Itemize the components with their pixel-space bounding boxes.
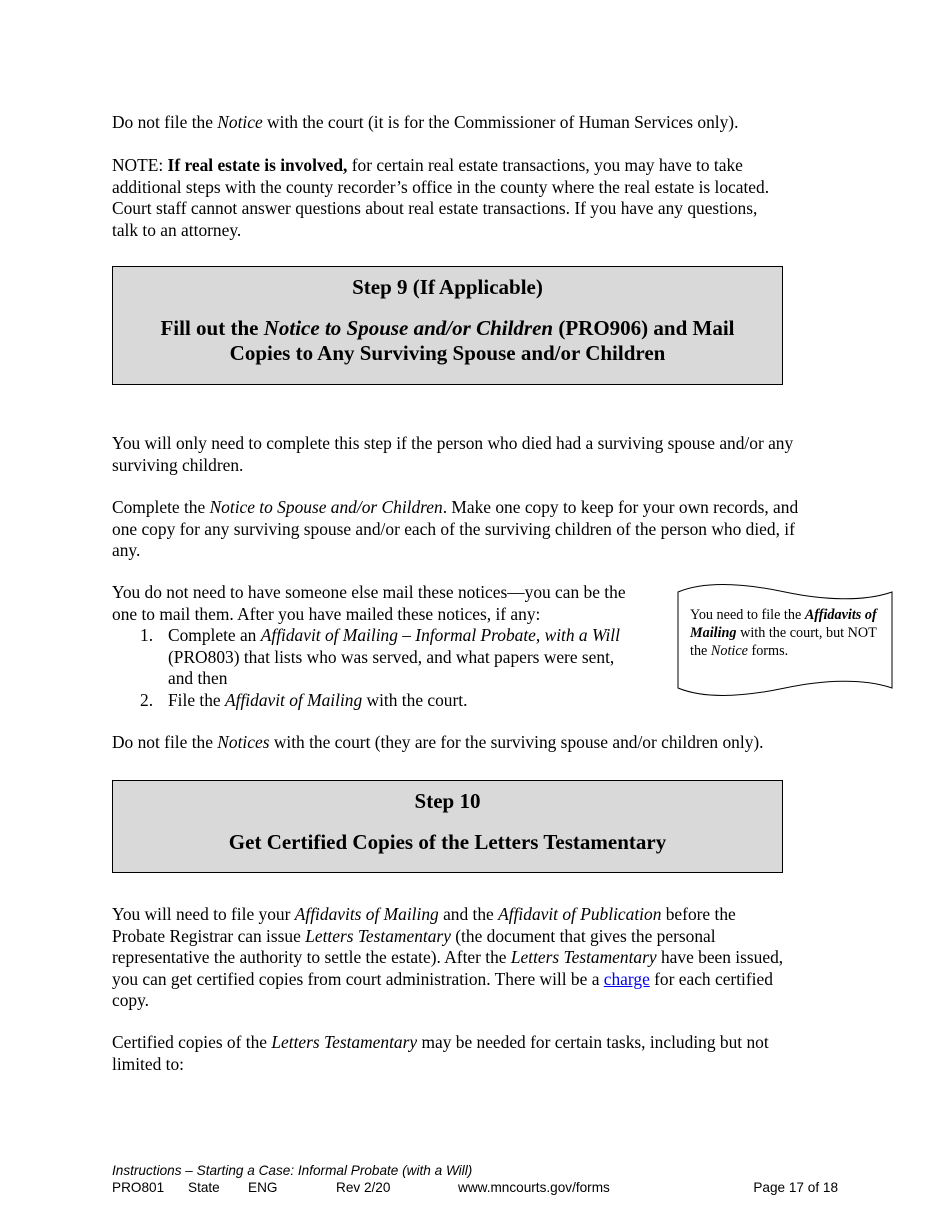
paragraph-notice-file: Do not file the Notice with the court (it is for the Commissioner of Human Services only).	[112, 112, 739, 132]
list-item: 2. File the Affidavit of Mailing with the court.	[140, 689, 468, 710]
step9-subtitle: Fill out the Notice to Spouse and/or Children (PRO906) and Mail Copies to Any Surviving Spouse and/or Children	[160, 316, 735, 365]
footer-meta-row	[112, 1179, 842, 1196]
paragraph-mail: You do not need to have someone else mail these notices—you can be the one to mail them. After you have mailed these notices, if any: 1. Complete an Affidavit of Mailing – Informal Probate, with a Will (PRO803) that lists who was served, and what papers were sent, and then 2. File the Affidavit of Mailing with the court.	[112, 582, 672, 711]
mail-steps-list	[112, 625, 672, 711]
paragraph-certified-copies: Certified copies of the Letters Testamentary may be needed for certain tasks, including but not limited to:	[112, 1032, 769, 1074]
step10-subtitle: Get Certified Copies of the Letters Testamentary	[228, 830, 667, 854]
step9-box	[112, 266, 783, 385]
document-page	[112, 0, 877, 1230]
paragraph-file-affidavits: You will need to file your Affidavits of Mailing and the Affidavit of Publication before the Probate Registrar can issue Letters Testamentary (the document that gives the personal representative the authority to settle the estate). After the Letters Testamentary have been issued, you can get certified copies from court administration. There will be a charge for each certified copy.	[112, 904, 784, 1010]
footer-form-id: PRO801	[112, 1180, 165, 1195]
footer-doc-title: Instructions – Starting a Case: Informal Probate (with a Will)	[112, 1163, 473, 1178]
footer-language: ENG	[248, 1180, 278, 1195]
page-footer	[112, 1162, 842, 1196]
note-real-estate: NOTE: If real estate is involved, for certain real estate transactions, you may have to take additional steps with the county recorder’s office in the county where the real estate is located. Court staff cannot answer questions about real estate transactions. If you have any questions, talk to an attorney.	[112, 155, 770, 240]
charge-link[interactable]: charge	[603, 968, 650, 989]
callout-text: You need to file the Affidavits of Mailing with the court, but NOT the Notice forms.	[690, 607, 877, 659]
footer-revision: Rev 2/20	[336, 1180, 391, 1195]
callout-box	[677, 582, 893, 700]
paragraph-notices-file: Do not file the Notices with the court (they are for the surviving spouse and/or children only).	[112, 732, 764, 752]
footer-url: www.mncourts.gov/forms	[458, 1180, 610, 1195]
footer-page-number: Page 17 of 18	[753, 1180, 838, 1195]
step10-box	[112, 780, 783, 873]
paragraph-only-need: You will only need to complete this step if the person who died had a surviving spouse and/or any surviving children.	[112, 433, 794, 475]
list-item: 1. Complete an Affidavit of Mailing – Informal Probate, with a Will (PRO803) that lists who was served, and what papers were sent, and then	[140, 625, 620, 688]
step9-title: Step 9 (If Applicable)	[352, 275, 543, 299]
step10-title: Step 10	[414, 789, 481, 813]
paragraph-complete-notice: Complete the Notice to Spouse and/or Children. Make one copy to keep for your own records, and one copy for any surviving spouse and/or each of the surviving children of the person who died, if any.	[112, 497, 799, 560]
footer-level: State	[188, 1180, 220, 1195]
